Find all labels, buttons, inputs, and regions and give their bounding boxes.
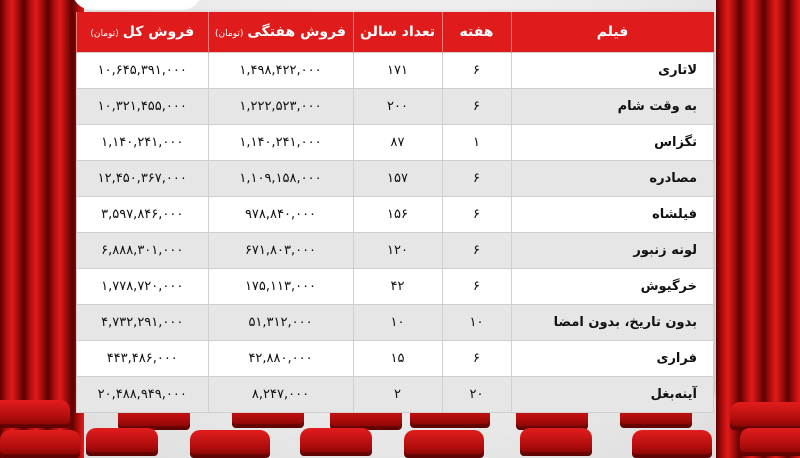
cell-weekly-sales: ۸,۲۴۷,۰۰۰ [208, 377, 353, 413]
cell-week: ۱۰ [442, 305, 511, 341]
cell-week: ۱ [442, 125, 511, 161]
seat [632, 430, 712, 458]
cell-total-sales: ۱,۱۴۰,۲۴۱,۰۰۰ [77, 125, 209, 161]
cell-week: ۶ [442, 197, 511, 233]
table-row [77, 233, 714, 269]
cell-weekly-sales: ۶۷۱,۸۰۳,۰۰۰ [208, 233, 353, 269]
cell-film: خرگیوش [511, 269, 714, 305]
cell-week: ۶ [442, 269, 511, 305]
header-film: فیلم [511, 12, 714, 53]
cell-total-sales: ۳,۵۹۷,۸۴۶,۰۰۰ [77, 197, 209, 233]
header-week: هفته [442, 12, 511, 53]
cell-weekly-sales: ۹۷۸,۸۴۰,۰۰۰ [208, 197, 353, 233]
cell-total-sales: ۱۲,۴۵۰,۳۶۷,۰۰۰ [77, 161, 209, 197]
table-row [77, 269, 714, 305]
cell-weekly-sales: ۱۷۵,۱۱۳,۰۰۰ [208, 269, 353, 305]
cell-week: ۲۰ [442, 377, 511, 413]
table-row [77, 125, 714, 161]
left-curtain [0, 0, 84, 458]
seat [730, 402, 800, 430]
cell-screens: ۸۷ [353, 125, 442, 161]
cell-total-sales: ۲۰,۴۸۸,۹۴۹,۰۰۰ [77, 377, 209, 413]
cell-weekly-sales: ۵۱,۳۱۲,۰۰۰ [208, 305, 353, 341]
box-office-table-container [76, 12, 714, 402]
cell-total-sales: ۴۴۳,۴۸۶,۰۰۰ [77, 341, 209, 377]
cell-screens: ۱۰ [353, 305, 442, 341]
cell-screens: ۱۷۱ [353, 53, 442, 89]
cell-weekly-sales: ۱,۲۲۲,۵۲۳,۰۰۰ [208, 89, 353, 125]
table-row [77, 377, 714, 413]
box-office-table [76, 12, 714, 413]
cell-total-sales: ۱۰,۳۲۱,۴۵۵,۰۰۰ [77, 89, 209, 125]
cell-total-sales: ۴,۷۳۲,۲۹۱,۰۰۰ [77, 305, 209, 341]
cell-weekly-sales: ۴۲,۸۸۰,۰۰۰ [208, 341, 353, 377]
header-weekly-sales: فروش هفتگی(تومان) [208, 12, 353, 53]
cell-weekly-sales: ۱,۱۰۹,۱۵۸,۰۰۰ [208, 161, 353, 197]
seat [740, 428, 800, 456]
cell-film: آینه‌بغل [511, 377, 714, 413]
cell-total-sales: ۱,۷۷۸,۷۲۰,۰۰۰ [77, 269, 209, 305]
cell-film: فیلشاه [511, 197, 714, 233]
cell-week: ۶ [442, 53, 511, 89]
cell-total-sales: ۶,۸۸۸,۳۰۱,۰۰۰ [77, 233, 209, 269]
header-total-unit: (تومان) [90, 29, 119, 39]
table-row [77, 161, 714, 197]
seat [0, 400, 70, 428]
seat [520, 428, 592, 456]
cell-film: تگزاس [511, 125, 714, 161]
cell-screens: ۴۲ [353, 269, 442, 305]
cell-film: مصادره [511, 161, 714, 197]
cell-screens: ۲۰۰ [353, 89, 442, 125]
cell-week: ۶ [442, 89, 511, 125]
cell-week: ۶ [442, 341, 511, 377]
seat [190, 430, 270, 458]
cell-weekly-sales: ۱,۴۹۸,۴۲۲,۰۰۰ [208, 53, 353, 89]
cell-screens: ۱۵ [353, 341, 442, 377]
cell-weekly-sales: ۱,۱۴۰,۲۴۱,۰۰۰ [208, 125, 353, 161]
top-badge [72, 0, 202, 10]
cell-screens: ۱۲۰ [353, 233, 442, 269]
right-curtain [716, 0, 800, 458]
header-screens: تعداد سالن [353, 12, 442, 53]
table-row [77, 305, 714, 341]
table-row [77, 197, 714, 233]
cell-week: ۶ [442, 161, 511, 197]
seat [0, 430, 80, 458]
cell-screens: ۱۵۶ [353, 197, 442, 233]
cell-screens: ۱۵۷ [353, 161, 442, 197]
table-row [77, 53, 714, 89]
header-total-sales: فروش کل(تومان) [77, 12, 209, 53]
cell-film: بدون تاریخ، بدون امضا [511, 305, 714, 341]
cell-film: به وقت شام [511, 89, 714, 125]
cell-screens: ۲ [353, 377, 442, 413]
seat [404, 430, 484, 458]
cell-film: لاتاری [511, 53, 714, 89]
seat [300, 428, 372, 456]
table-row [77, 89, 714, 125]
cell-week: ۶ [442, 233, 511, 269]
table-row [77, 341, 714, 377]
table-header-row [77, 12, 714, 53]
cell-film: فراری [511, 341, 714, 377]
cell-film: لونه زنبور [511, 233, 714, 269]
seat [86, 428, 158, 456]
header-weekly-unit: (تومان) [215, 29, 244, 39]
cell-total-sales: ۱۰,۶۴۵,۳۹۱,۰۰۰ [77, 53, 209, 89]
